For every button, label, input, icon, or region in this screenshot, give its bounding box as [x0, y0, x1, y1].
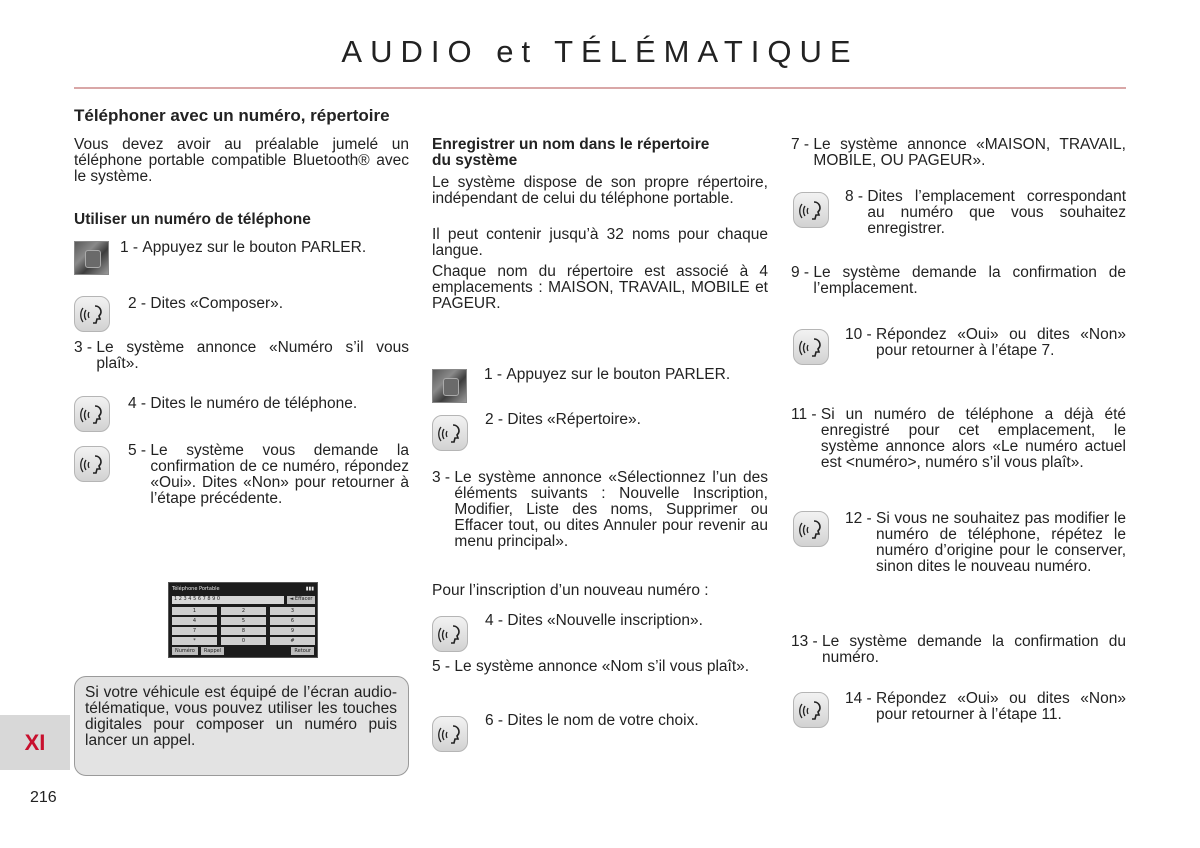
use-number-heading: Utiliser un numéro de téléphone	[74, 211, 311, 228]
erase-key: ◄ Effacer	[287, 596, 315, 604]
dir-step-2: 2 - Dites «Répertoire».	[485, 411, 641, 428]
voice-command-icon	[793, 511, 829, 547]
keypad-key: *	[172, 637, 217, 645]
page-number: 216	[30, 789, 57, 806]
keypad-key: 2	[221, 607, 266, 615]
screen-button: Rappel	[201, 647, 224, 655]
directory-paragraph: Il peut contenir jusqu’à 32 noms pour chaque langue.	[432, 226, 768, 259]
voice-command-icon	[793, 329, 829, 365]
step-4: 4 - Dites le numéro de téléphone.	[128, 395, 358, 412]
dir-step-4: 4 - Dites «Nouvelle inscription».	[485, 612, 703, 629]
dir-step-5: 5 - Le système annonce «Nom s’il vous plaît».	[432, 658, 750, 675]
keypad-key: 6	[270, 617, 315, 625]
keypad-key: 7	[172, 627, 217, 635]
voice-command-icon	[793, 192, 829, 228]
new-number-intro: Pour l’inscription d’un nouveau numéro :	[432, 582, 709, 599]
dir-step-11: 11 - Si un numéro de téléphone a déjà été enregistré pour cet emplacement, le système annonce alors «Le numéro actuel est <numéro>, numéro s’il vous plaît».	[791, 406, 1126, 471]
dir-step-1: 1 - Appuyez sur le bouton PARLER.	[484, 366, 731, 383]
number-display: 1 2 3 4 5 6 7 8 9 0	[172, 596, 284, 604]
dir-step-3: 3 - Le système annonce «Sélectionnez l’un des éléments suivants : Nouvelle Inscription, Modifier, Liste des noms, Supprimer ou Effacer tout, ou dites Annuler pour revenir au menu principal».	[432, 469, 768, 550]
directory-paragraph: Le système dispose de son propre répertoire, indépendant de celui du téléphone portable.	[432, 174, 768, 207]
directory-paragraph: Chaque nom du répertoire est associé à 4 emplacements : MAISON, TRAVAIL, MOBILE et PAGEUR.	[432, 263, 768, 312]
dir-step-9: 9 - Le système demande la confirmation de l’emplacement.	[791, 264, 1126, 297]
dir-step-7: 7 - Le système annonce «MAISON, TRAVAIL, MOBILE, OU PAGEUR».	[791, 136, 1126, 169]
section-title: Téléphoner avec un numéro, répertoire	[74, 106, 390, 125]
keypad-key: #	[270, 637, 315, 645]
signal-icon: ▮▮▮	[305, 586, 314, 592]
dir-step-6: 6 - Dites le nom de votre choix.	[485, 712, 699, 729]
chapter-number: XI	[24, 729, 46, 755]
dir-step-8: 8 - Dites l’emplacement correspondant au numéro que vous souhaitez enregistrer.	[845, 188, 1126, 237]
dir-step-10: 10 - Répondez «Oui» ou dites «Non» pour retourner à l’étape 7.	[845, 326, 1126, 359]
step-5: 5 - Le système vous demande la confirmation de ce numéro, répondez «Oui». Dites «Non» pour retourner à l’étape précédente.	[128, 442, 409, 507]
step-3: 3 - Le système annonce «Numéro s’il vous plaît».	[74, 339, 409, 372]
keypad-key: 8	[221, 627, 266, 635]
screen-button: Retour	[291, 647, 314, 655]
dir-step-14: 14 - Répondez «Oui» ou dites «Non» pour retourner à l’étape 11.	[845, 690, 1126, 723]
info-note-text: Si votre véhicule est équipé de l’écran audio-télématique, vous pouvez utiliser les touches digitales pour composer un numéro puis lancer un appel.	[85, 684, 397, 749]
screen-title: Téléphone Portable	[172, 586, 220, 592]
voice-command-icon	[793, 692, 829, 728]
intro-paragraph: Vous devez avoir au préalable jumelé un téléphone portable compatible Bluetooth® avec le système.	[74, 136, 409, 185]
chapter-tab	[0, 715, 70, 770]
keypad-key: 1	[172, 607, 217, 615]
step-2: 2 - Dites «Composer».	[128, 295, 284, 312]
page-title: AUDIO et TÉLÉMATIQUE	[341, 34, 859, 69]
dir-step-13: 13 - Le système demande la confirmation du numéro.	[791, 633, 1126, 666]
keypad-key: 5	[221, 617, 266, 625]
dir-step-12: 12 - Si vous ne souhaitez pas modifier le numéro de téléphone, répétez le numéro d’origine pour le conserver, sinon dites le nouveau numéro.	[845, 510, 1126, 575]
directory-heading: Enregistrer un nom dans le répertoire du système	[432, 136, 710, 169]
step-1: 1 - Appuyez sur le bouton PARLER.	[120, 239, 367, 256]
keypad-key: 0	[221, 637, 266, 645]
keypad-key: 4	[172, 617, 217, 625]
screen-button: Numéro	[172, 647, 198, 655]
keypad-key: 9	[270, 627, 315, 635]
keypad-key: 3	[270, 607, 315, 615]
